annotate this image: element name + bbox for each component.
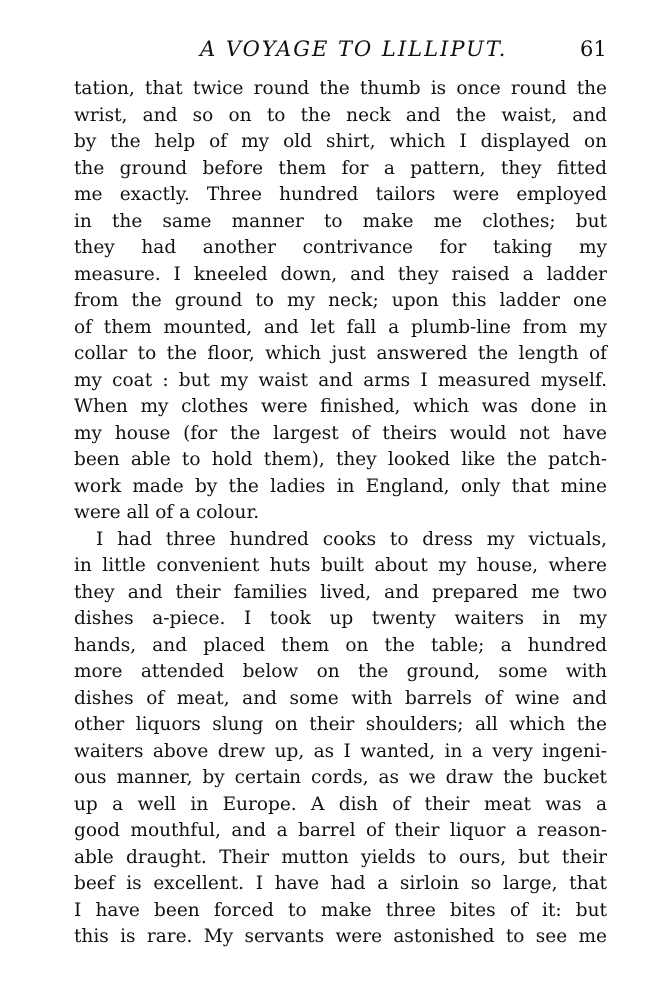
text-line: in the same manner to make me clothes; but [74,210,607,232]
text-line: measure. I kneeled down, and they raised a ladder [74,263,607,285]
text-line: tation, that twice round the thumb is once round the [74,78,607,99]
text-line: work made by the ladies in England, only that mine [74,475,607,497]
text-line: waiters above drew up, as I wanted, in a very ingeni- [74,740,607,762]
text-line: in little convenient huts built about my house, where [74,555,607,576]
text-line: by the help of my old shirt, which I displayed on [74,131,607,152]
text-line: been able to hold them), they looked like the patch- [74,449,607,470]
text-line: other liquors slung on their shoulders; all which the [74,714,607,735]
text-line: wrist, and so on to the neck and the waist, and [74,104,607,126]
text-line: my coat : but my waist and arms I measured myself. [74,369,607,391]
text-line: from the ground to my neck; upon this ladder one [74,290,607,311]
text-line: the ground before them for a pattern, they fitted [74,157,607,179]
text-line: ous manner, by certain cords, as we draw the bucket [74,767,607,788]
text-line: more attended below on the ground, some with [74,661,607,682]
text-line: of them mounted, and let fall a plumb-line from my [74,316,607,338]
text-line: able draught. Their mutton yields to ours, but their [74,846,607,868]
text-line: me exactly. Three hundred tailors were employed [74,184,607,205]
paragraph-2 [74,527,607,951]
text-line: this is rare. My servants were astonished to see me [74,926,607,947]
text-line: I have been forced to make three bites of it: but [74,899,607,921]
text-line: I had three hundred cooks to dress my victuals, [96,528,607,550]
text-line: up a well in Europe. A dish of their meat was a [74,793,607,815]
text-line: my house (for the largest of theirs would not have [74,422,607,444]
text-line: they and their families lived, and prepared me two [74,581,607,603]
text-line: beef is excellent. I have had a sirloin so large, that [74,873,607,894]
page-number: 61 [580,37,607,61]
running-title: A VOYAGE TO LILLIPUT. [200,37,508,61]
text-line: good mouthful, and a barrel of their liquor a reason- [74,820,607,841]
text-line: were all of a colour. [74,502,260,523]
text-line: collar to the floor, which just answered the length of [74,343,607,364]
paragraph-1 [74,76,607,527]
running-head [0,34,667,64]
text-line: dishes of meat, and some with barrels of wine and [74,687,607,709]
text-line: they had another contrivance for taking my [74,237,607,258]
text-line: dishes a-piece. I took up twenty waiters in my [74,608,607,629]
body-text [74,76,607,951]
text-line: hands, and placed them on the table; a hundred [74,634,607,656]
text-line: When my clothes were finished, which was done in [74,396,607,417]
